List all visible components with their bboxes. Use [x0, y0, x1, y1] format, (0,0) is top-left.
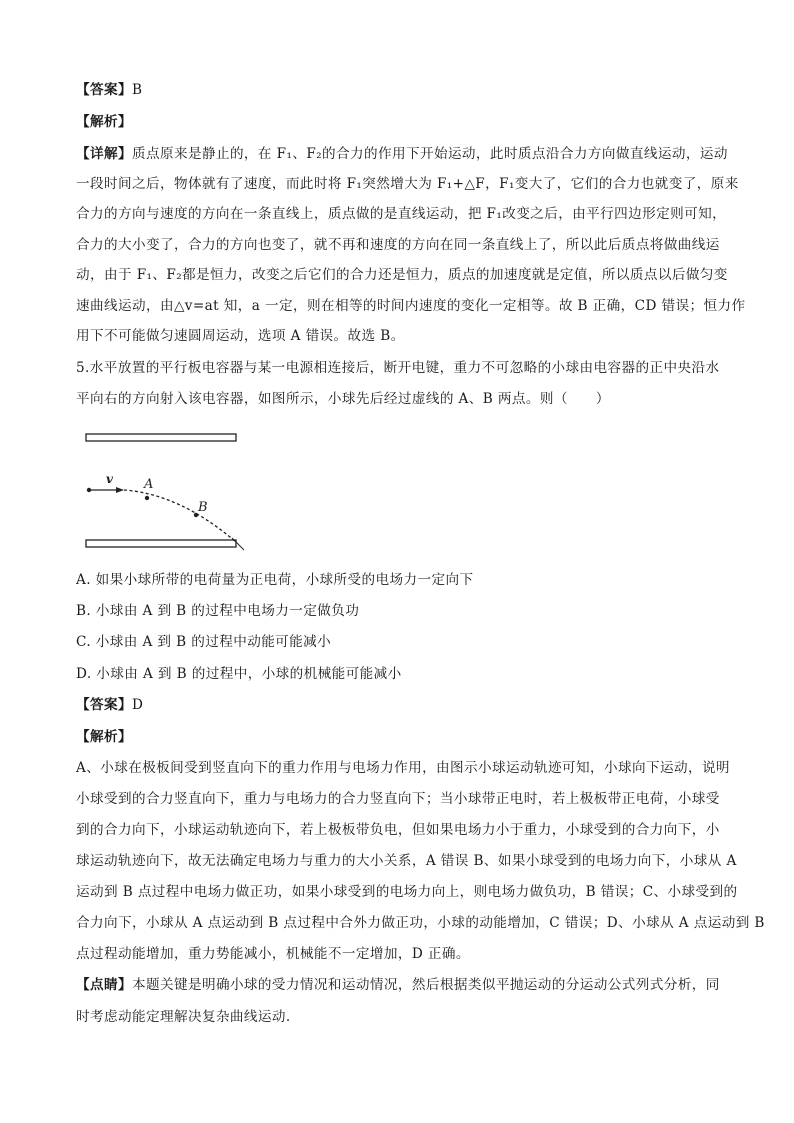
- point-b-label: B: [198, 500, 208, 515]
- comment-line: 时考虑动能定理解决复杂曲线运动.: [76, 1009, 291, 1025]
- option-b: B. 小球由 A 到 B 的过程中电场力一定做负功: [76, 603, 360, 619]
- comment-line: 【点睛】本题关键是明确小球的受力情况和运动情况，然后根据类似平抛运动的分运动公式列式分析，同: [76, 977, 720, 993]
- analysis-tag: 【解析】: [76, 114, 132, 130]
- detail-line: 合力的大小变了，合力的方向也变了，就不再和速度的方向在同一条直线上了，所以此后质点将做曲线运: [76, 237, 720, 253]
- upper-plate: [86, 434, 236, 441]
- detail-line: 用下不可能做匀速圆周运动，选项 A 错误。故选 B。: [76, 328, 405, 344]
- answer-value: D: [131, 697, 144, 713]
- analysis-line: 运动到 B 点过程中电场力做正功，如果小球受到的电场力向上，则电场力做负功，B 错误；C、小球受到的: [76, 884, 738, 900]
- analysis-line: 点过程动能增加，重力势能减小，机械能不一定增加，D 正确。: [76, 946, 470, 962]
- answer-line-prev: [76, 80, 726, 100]
- detail-line: 合力的方向与速度的方向在一条直线上，质点做的是直线运动，把 F₁改变之后，由平行四边形定则可知，: [76, 206, 727, 222]
- capacitor-figure: [80, 428, 260, 558]
- analysis-line: A、小球在极板间受到竖直向下的重力作用与电场力作用，由图示小球运动轨迹可知，小球向下运动，说明: [76, 760, 730, 776]
- lower-plate: [86, 540, 236, 547]
- answer-tag: 【答案】: [76, 82, 132, 98]
- arrowhead-icon: [116, 487, 124, 493]
- option-a: A. 如果小球所带的电荷量为正电荷，小球所受的电场力一定向下: [76, 572, 474, 588]
- velocity-label: v: [106, 472, 113, 486]
- detail-line: 一段时间之后，物体就有了速度，而此时将 F₁突然增大为 F₁+△F，F₁变大了，它们的合力也就变了，原来: [76, 176, 739, 192]
- option-d: D. 小球由 A 到 B 的过程中，小球的机械能可能减小: [76, 666, 402, 682]
- question-stem-line: 平向右的方向射入该电容器，如图所示，小球先后经过虚线的 A、B 两点。则（ ）: [76, 391, 610, 407]
- point-a-label: A: [144, 477, 154, 492]
- detail-line: 动，由于 F₁、F₂都是恒力，改变之后它们的合力还是恒力，质点的加速度就是定值，所以质点以后做匀变: [76, 267, 728, 283]
- analysis-line: 球运动轨迹向下，故无法确定电场力与重力的大小关系，A 错误 B、如果小球受到的电场力向下，小球从 A: [76, 853, 737, 869]
- detail-line: 【详解】质点原来是静止的，在 F₁、F₂的合力的作用下开始运动，此时质点沿合力方向做直线运动，运动: [76, 146, 728, 162]
- question-stem-line: 5.水平放置的平行板电容器与某一电源相连接后，断开电键，重力不可忽略的小球由电容器的正中央沿水: [76, 360, 720, 376]
- analysis-line: 合力向下，小球从 A 点运动到 B 点过程中合外力做正功，小球的动能增加，C 错误；D、小球从 A 点运动到 B: [76, 915, 765, 931]
- answer-tag: 【答案】: [76, 697, 132, 713]
- option-c: C. 小球由 A 到 B 的过程中动能可能减小: [76, 634, 332, 650]
- analysis-tag: 【解析】: [76, 729, 132, 745]
- trajectory-curve: [124, 490, 236, 542]
- capacitor-diagram: [80, 428, 260, 558]
- answer-line-q5: [76, 695, 726, 715]
- analysis-line: 小球受到的合力竖直向下，重力与电场力的合力竖直向下；当小球带正电时，若上极板带正电荷，小球受: [76, 791, 720, 807]
- answer-value: B: [131, 82, 143, 98]
- detail-tag: 【详解】: [76, 146, 132, 162]
- analysis-line: 到的合力向下，小球运动轨迹向下，若上极板带负电，但如果电场力小于重力，小球受到的合力向下，小: [76, 822, 720, 838]
- detail-line: 速曲线运动，由△v=at 知，a 一定，则在相等的时间内速度的变化一定相等。故 B 正确，CD 错误；恒力作: [76, 298, 746, 314]
- comment-tag: 【点睛】: [76, 977, 132, 993]
- point-a: [145, 496, 149, 500]
